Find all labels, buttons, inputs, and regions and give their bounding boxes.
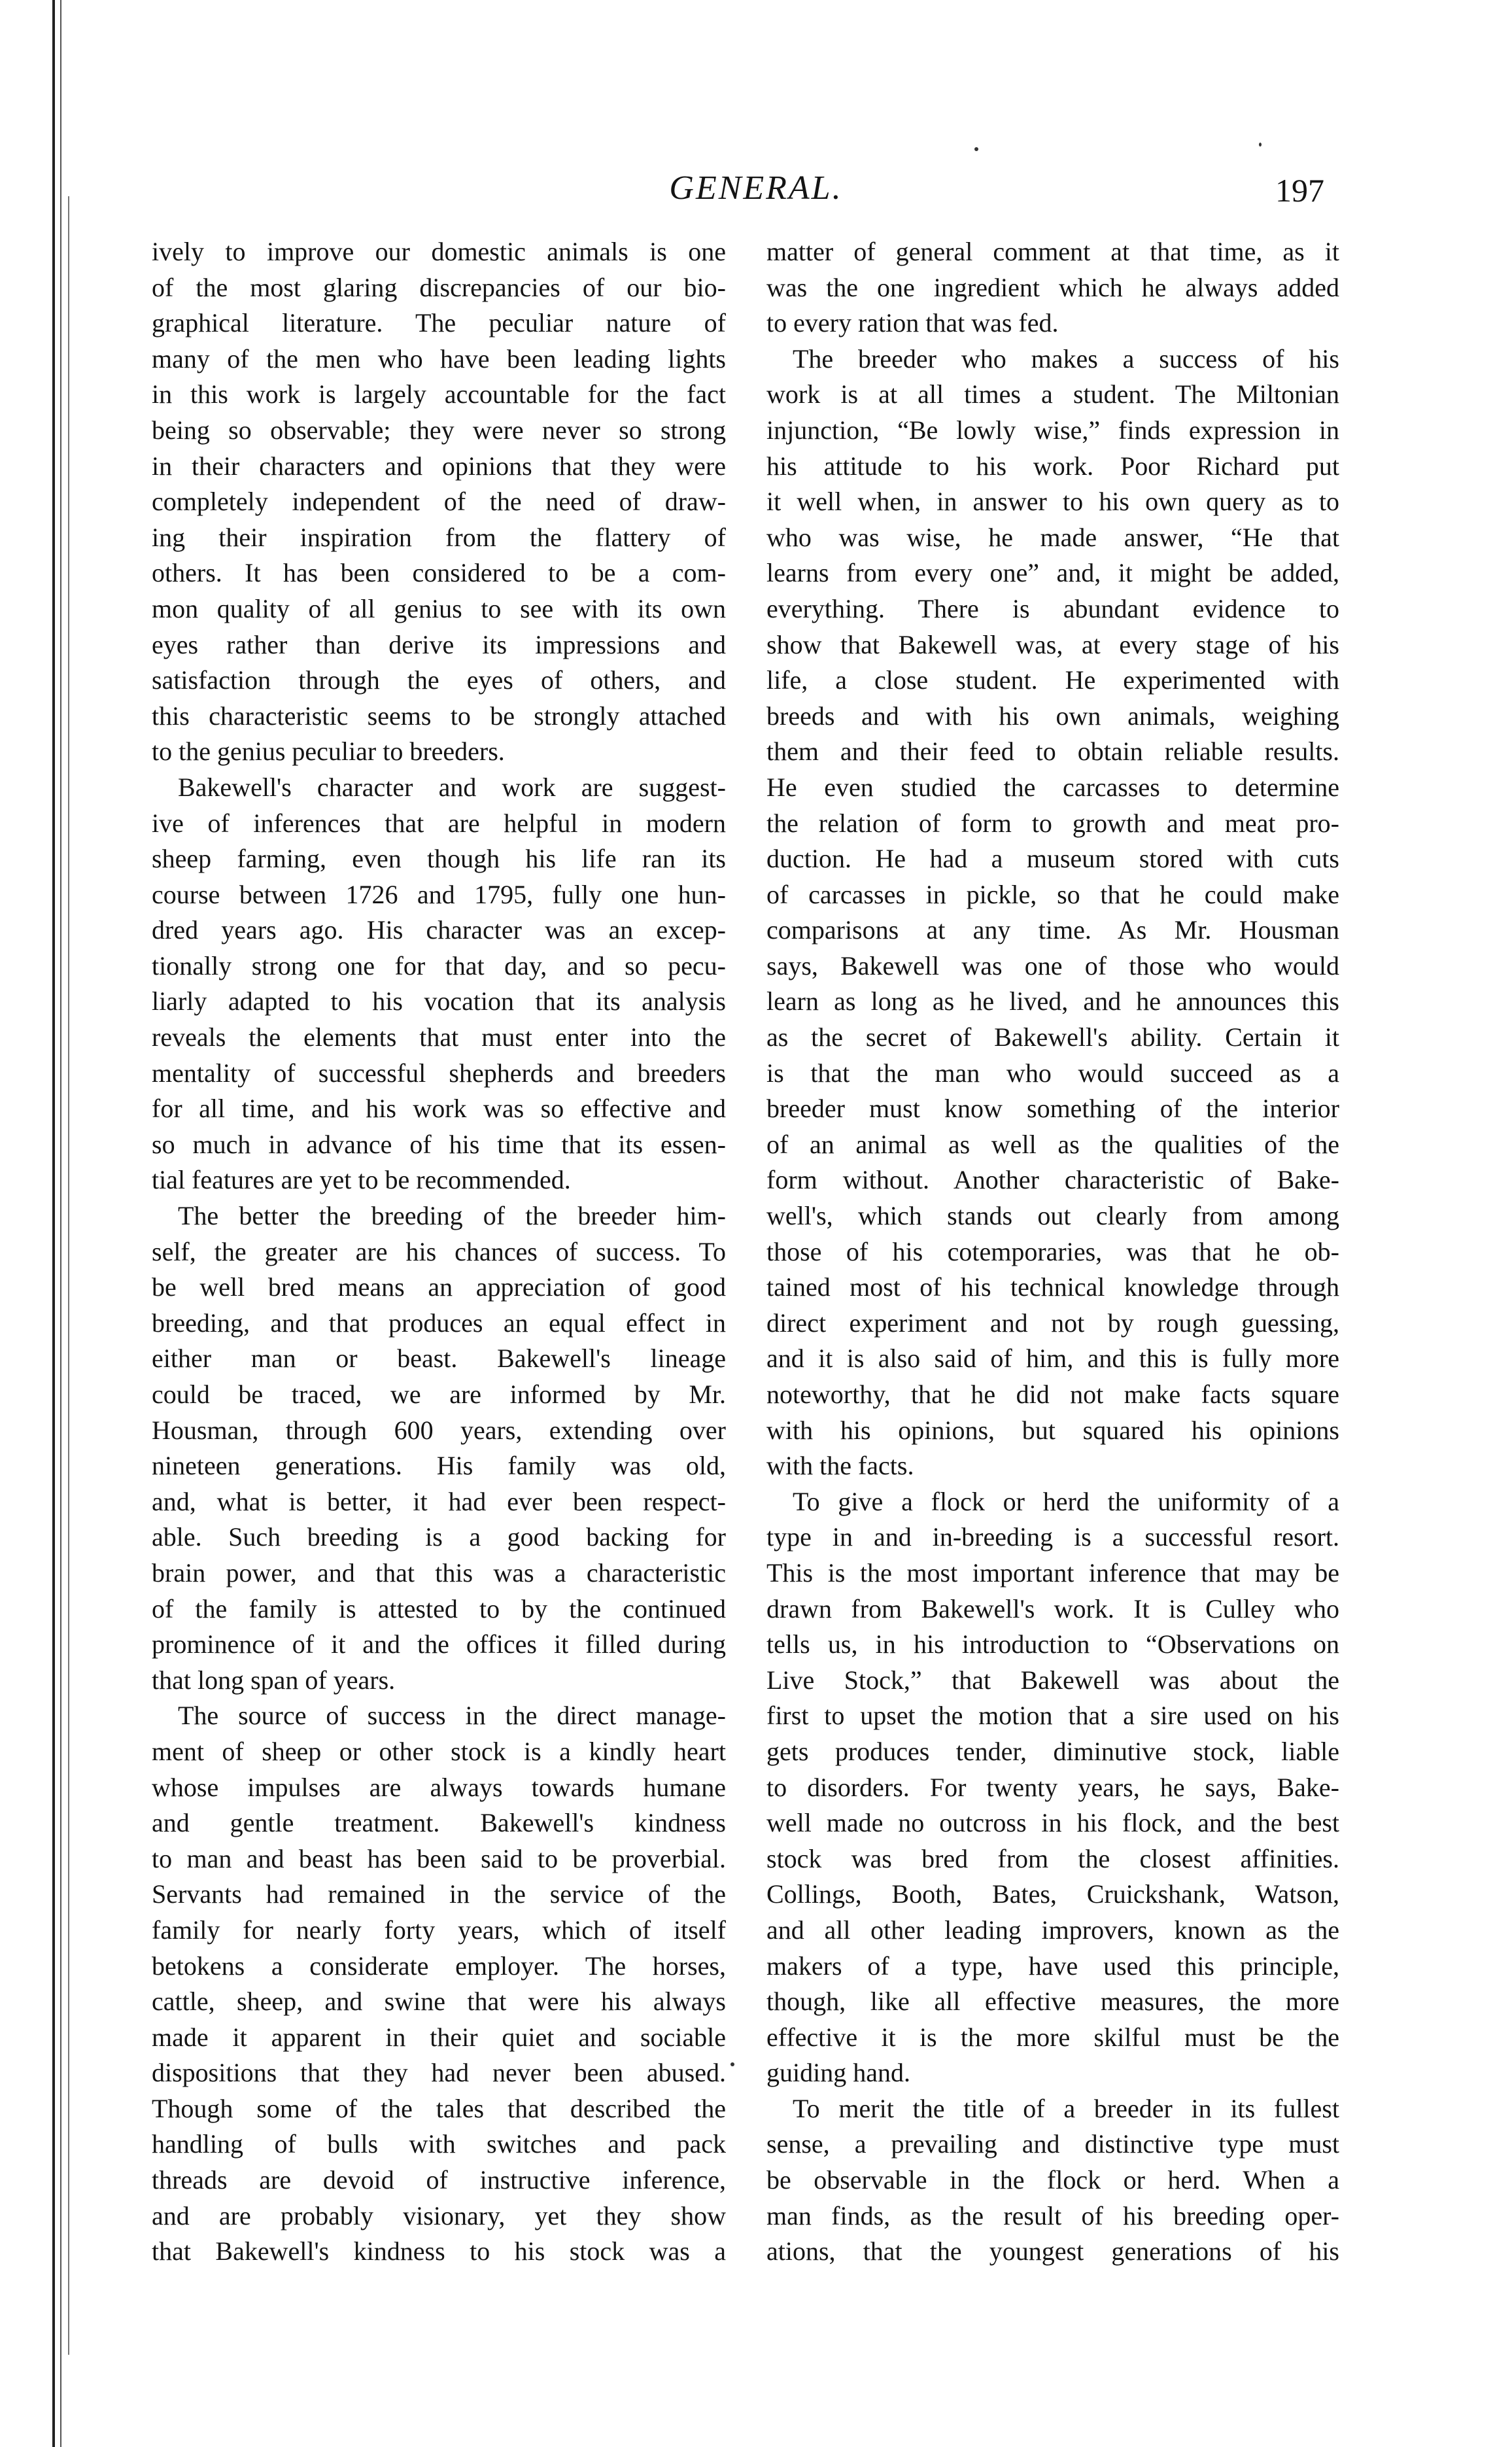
text-line: threads are devoid of instructive inference, bbox=[152, 2165, 726, 2195]
text-line: in their characters and opinions that they were bbox=[152, 451, 726, 481]
scan-speck bbox=[1259, 143, 1262, 147]
text-line: be well bred means an appreciation of good bbox=[152, 1272, 726, 1302]
paragraph bbox=[152, 770, 726, 1198]
text-line: injunction, “Be lowly wise,” finds expression in bbox=[766, 415, 1339, 445]
text-line: being so observable; they were never so strong bbox=[152, 415, 726, 445]
text-line: Servants had remained in the service of the bbox=[152, 1879, 726, 1909]
text-line: whose impulses are always towards humane bbox=[152, 1772, 726, 1802]
text-line: comparisons at any time. As Mr. Housman bbox=[766, 915, 1339, 945]
text-line: The breeder who makes a success of his bbox=[793, 343, 1339, 373]
text-line: show that Bakewell was, at every stage of his bbox=[766, 629, 1339, 659]
text-line: learns from every one” and, it might be added, bbox=[766, 558, 1339, 588]
text-line: tained most of his technical knowledge through bbox=[766, 1272, 1339, 1302]
text-line: learn as long as he lived, and he announces this bbox=[766, 986, 1339, 1016]
text-line: Housman, through 600 years, extending over bbox=[152, 1415, 726, 1445]
text-line: either man or beast. Bakewell's lineage bbox=[152, 1344, 726, 1374]
text-line: of an animal as well as the qualities of the bbox=[766, 1129, 1339, 1159]
text-line: Collings, Booth, Bates, Cruickshank, Watson, bbox=[766, 1879, 1339, 1909]
text-line: well made no outcross in his flock, and the best bbox=[766, 1808, 1339, 1838]
text-line: Live Stock,” that Bakewell was about the bbox=[766, 1665, 1339, 1695]
paragraph bbox=[766, 1484, 1339, 2091]
paragraph bbox=[766, 341, 1339, 1484]
text-line: was the one ingredient which he always added bbox=[766, 272, 1339, 302]
text-line: his attitude to his work. Poor Richard put bbox=[766, 451, 1339, 481]
text-line: eyes rather than derive its impressions and bbox=[152, 629, 726, 659]
binding-line bbox=[68, 196, 69, 2355]
text-line: ively to improve our domestic animals is one bbox=[152, 237, 726, 266]
text-line: though, like all effective measures, the more bbox=[766, 1987, 1339, 2017]
text-line: that Bakewell's kindness to his stock was a bbox=[152, 2236, 726, 2266]
text-line: effective it is the more skilful must be the bbox=[766, 2022, 1339, 2052]
text-line: mentality of successful shepherds and breeders bbox=[152, 1058, 726, 1088]
text-line: the relation of form to growth and meat pro- bbox=[766, 808, 1339, 838]
text-line: gets produces tender, diminutive stock, liable bbox=[766, 1736, 1339, 1766]
text-line: Bakewell's character and work are suggest- bbox=[178, 772, 726, 802]
text-line: with the facts. bbox=[766, 1451, 914, 1481]
text-line: this characteristic seems to be strongly attached bbox=[152, 701, 726, 731]
binding-line bbox=[52, 0, 55, 2447]
paragraph bbox=[152, 1198, 726, 1698]
text-line: it well when, in answer to his own query as to bbox=[766, 487, 1339, 517]
text-line: and it is also said of him, and this is fully more bbox=[766, 1344, 1339, 1374]
text-line: Though some of the tales that described the bbox=[152, 2093, 726, 2123]
text-line: duction. He had a museum stored with cuts bbox=[766, 844, 1339, 874]
text-line: everything. There is abundant evidence to bbox=[766, 593, 1339, 623]
text-line: stock was bred from the closest affinities. bbox=[766, 1843, 1339, 1873]
text-line: form without. Another characteristic of Bake- bbox=[766, 1165, 1339, 1195]
text-line: tells us, in his introduction to “Observations on bbox=[766, 1629, 1339, 1659]
text-line: who was wise, he made answer, “He that bbox=[766, 522, 1339, 552]
text-line: and gentle treatment. Bakewell's kindness bbox=[152, 1808, 726, 1838]
text-line: type in and in-breeding is a successful resort. bbox=[766, 1522, 1339, 1552]
text-line: mon quality of all genius to see with its own bbox=[152, 593, 726, 623]
text-line: liarly adapted to his vocation that its analysis bbox=[152, 986, 726, 1016]
text-line: with his opinions, but squared his opinions bbox=[766, 1415, 1339, 1445]
text-line: ment of sheep or other stock is a kindly heart bbox=[152, 1736, 726, 1766]
right-column bbox=[766, 234, 1339, 2270]
paragraph bbox=[152, 234, 726, 770]
text-line: is that the man who would succeed as a bbox=[766, 1058, 1339, 1088]
text-line: work is at all times a student. The Miltonian bbox=[766, 379, 1339, 409]
text-line: them and their feed to obtain reliable results. bbox=[766, 737, 1339, 767]
text-line: satisfaction through the eyes of others, and bbox=[152, 665, 726, 695]
text-line: man finds, as the result of his breeding oper- bbox=[766, 2200, 1339, 2230]
text-line: tionally strong one for that day, and so pecu- bbox=[152, 950, 726, 981]
text-line: to disorders. For twenty years, he says, Bake- bbox=[766, 1772, 1339, 1802]
text-line: guiding hand. bbox=[766, 2058, 910, 2088]
text-line: and are probably visionary, yet they show bbox=[152, 2200, 726, 2230]
text-line: He even studied the carcasses to determine bbox=[766, 772, 1339, 802]
text-line: reveals the elements that must enter into the bbox=[152, 1022, 726, 1052]
text-line: that long span of years. bbox=[152, 1665, 396, 1695]
binding-line bbox=[60, 0, 61, 2447]
scan-speck bbox=[730, 2062, 734, 2066]
text-line: made it apparent in their quiet and sociable bbox=[152, 2022, 726, 2052]
text-line: family for nearly forty years, which of itself bbox=[152, 1915, 726, 1945]
text-line: ive of inferences that are helpful in modern bbox=[152, 808, 726, 838]
text-line: of the most glaring discrepancies of our bio- bbox=[152, 272, 726, 302]
text-line: self, the greater are his chances of success. To bbox=[152, 1236, 726, 1266]
text-line: betokens a considerate employer. The horses, bbox=[152, 1951, 726, 1981]
text-line: and, what is better, it had ever been respect- bbox=[152, 1486, 726, 1516]
text-line: completely independent of the need of draw- bbox=[152, 487, 726, 517]
text-line: dred years ago. His character was an excep- bbox=[152, 915, 726, 945]
text-line: cattle, sheep, and swine that were his always bbox=[152, 1987, 726, 2017]
text-line: many of the men who have been leading lights bbox=[152, 343, 726, 373]
text-line: breeder must know something of the interior bbox=[766, 1094, 1339, 1124]
page-number: 197 bbox=[1275, 172, 1324, 209]
text-line: ing their inspiration from the flattery of bbox=[152, 522, 726, 552]
text-line: those of his cotemporaries, was that he ob- bbox=[766, 1236, 1339, 1266]
text-line: could be traced, we are informed by Mr. bbox=[152, 1380, 726, 1409]
text-line: tial features are yet to be recommended. bbox=[152, 1165, 571, 1195]
text-line: handling of bulls with switches and pack bbox=[152, 2129, 726, 2159]
text-line: breeds and with his own animals, weighing bbox=[766, 701, 1339, 731]
text-line: life, a close student. He experimented with bbox=[766, 665, 1339, 695]
text-line: able. Such breeding is a good backing for bbox=[152, 1522, 726, 1552]
text-line: To give a flock or herd the uniformity of a bbox=[793, 1486, 1339, 1516]
text-line: as the secret of Bakewell's ability. Certain it bbox=[766, 1022, 1339, 1052]
text-line: first to upset the motion that a sire used on his bbox=[766, 1701, 1339, 1731]
text-line: course between 1726 and 1795, fully one hun- bbox=[152, 879, 726, 909]
left-column bbox=[152, 234, 726, 2270]
text-line: noteworthy, that he did not make facts square bbox=[766, 1380, 1339, 1409]
text-line: to man and beast has been said to be proverbial. bbox=[152, 1843, 726, 1873]
text-line: be observable in the flock or herd. When a bbox=[766, 2165, 1339, 2195]
text-line: graphical literature. The peculiar nature of bbox=[152, 308, 726, 338]
text-line: breeding, and that produces an equal effect in bbox=[152, 1308, 726, 1338]
paragraph bbox=[152, 1698, 726, 2270]
text-line: others. It has been considered to be a com- bbox=[152, 558, 726, 588]
text-line: and all other leading improvers, known as the bbox=[766, 1915, 1339, 1945]
text-line: dispositions that they had never been abused. bbox=[152, 2058, 726, 2088]
text-line: so much in advance of his time that its essen- bbox=[152, 1129, 726, 1159]
text-line: This is the most important inference that may be bbox=[766, 1557, 1339, 1588]
text-line: in this work is largely accountable for the fact bbox=[152, 379, 726, 409]
text-line: of the family is attested to by the continued bbox=[152, 1593, 726, 1623]
running-head: GENERAL. bbox=[669, 169, 843, 207]
text-line: The better the breeding of the breeder him- bbox=[178, 1201, 726, 1231]
text-line: of carcasses in pickle, so that he could make bbox=[766, 879, 1339, 909]
scan-speck bbox=[974, 147, 978, 151]
text-line: prominence of it and the offices it filled during bbox=[152, 1629, 726, 1659]
text-line: matter of general comment at that time, as it bbox=[766, 237, 1339, 266]
text-line: well's, which stands out clearly from among bbox=[766, 1201, 1339, 1231]
text-line: sheep farming, even though his life ran its bbox=[152, 844, 726, 874]
text-line: for all time, and his work was so effective and bbox=[152, 1094, 726, 1124]
text-line: sense, a prevailing and distinctive type must bbox=[766, 2129, 1339, 2159]
text-line: To merit the title of a breeder in its fullest bbox=[793, 2093, 1339, 2123]
paragraph bbox=[766, 2091, 1339, 2270]
text-line: to the genius peculiar to breeders. bbox=[152, 737, 505, 767]
text-line: to every ration that was fed. bbox=[766, 308, 1059, 338]
text-line: direct experiment and not by rough guessing, bbox=[766, 1308, 1339, 1338]
text-line: nineteen generations. His family was old, bbox=[152, 1451, 726, 1481]
text-line: drawn from Bakewell's work. It is Culley who bbox=[766, 1593, 1339, 1623]
text-line: makers of a type, have used this principle, bbox=[766, 1951, 1339, 1981]
text-line: brain power, and that this was a characteristic bbox=[152, 1557, 726, 1588]
text-line: says, Bakewell was one of those who would bbox=[766, 950, 1339, 981]
text-line: ations, that the youngest generations of his bbox=[766, 2236, 1339, 2266]
text-line: The source of success in the direct manage- bbox=[178, 1701, 726, 1731]
paragraph bbox=[766, 234, 1339, 341]
